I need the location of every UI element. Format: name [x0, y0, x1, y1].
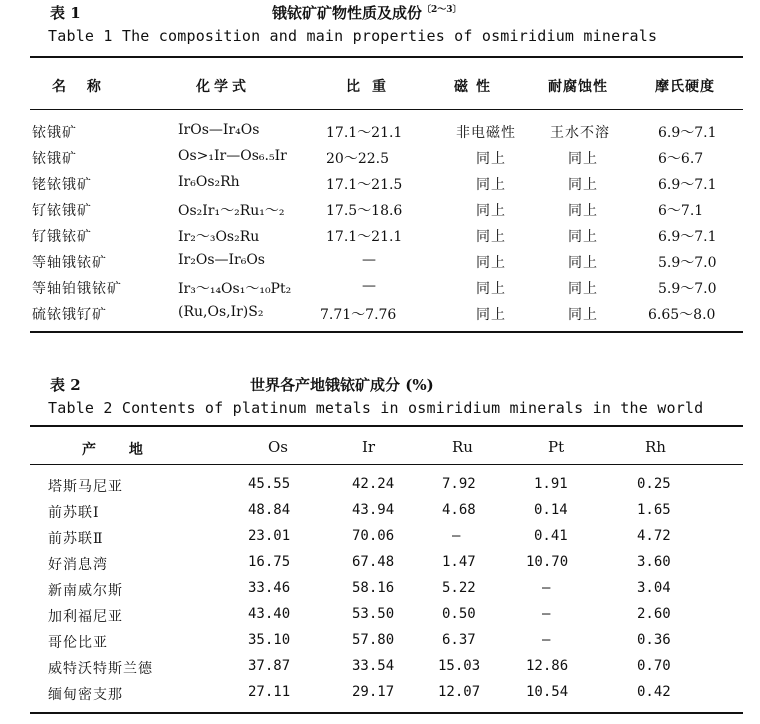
- table-cell: 7.92: [442, 476, 476, 492]
- table-cell: —: [362, 252, 376, 268]
- table-cell: 12.07: [438, 684, 481, 700]
- table2-header-os: Os: [268, 438, 288, 456]
- table-cell: 6～7.1: [658, 203, 704, 219]
- table-cell: 铑铱锇矿: [32, 177, 92, 193]
- table-cell: 同上: [476, 203, 506, 219]
- table-cell: 1.91: [534, 476, 568, 492]
- table-cell: 好消息湾: [48, 557, 108, 573]
- table-cell: 等轴锇铱矿: [32, 255, 107, 271]
- table-cell: 1.65: [637, 502, 671, 518]
- table-cell: 70.06: [352, 528, 395, 544]
- table-cell: 0.41: [534, 528, 568, 544]
- table-cell: 6.9～7.1: [658, 229, 717, 245]
- table-cell: 42.24: [352, 476, 395, 492]
- table1-title-ref: 〔2～3〕: [422, 5, 462, 15]
- table-cell: 同上: [568, 177, 598, 193]
- table-cell: 0.25: [637, 476, 671, 492]
- table1-header-magnetism: 磁性: [454, 79, 498, 95]
- table-cell: 33.54: [352, 658, 395, 674]
- table-cell: 43.94: [352, 502, 395, 518]
- table-cell: 4.68: [442, 502, 476, 518]
- table-cell: 57.80: [352, 632, 395, 648]
- table-cell: —: [542, 606, 551, 622]
- table-cell: 等轴铂锇铱矿: [32, 281, 122, 297]
- table-cell: 非电磁性: [456, 125, 516, 141]
- table-cell: 17.5～18.6: [326, 203, 403, 219]
- table-cell: 加利福尼亚: [48, 609, 123, 625]
- table-cell: Os₂Ir₁～₂Ru₁～₂: [178, 203, 285, 219]
- table-cell: 6.9～7.1: [658, 125, 717, 141]
- table-cell: 缅甸密支那: [48, 687, 123, 703]
- table-cell: 0.42: [637, 684, 671, 700]
- table-cell: 同上: [568, 151, 598, 167]
- table-cell: 43.40: [248, 606, 291, 622]
- table-cell: (Ru,Os,Ir)S₂: [178, 304, 264, 320]
- table1-bottom-rule: [30, 331, 743, 333]
- table-cell: 威特沃特斯兰德: [48, 661, 153, 677]
- table1-label: 表 1: [50, 4, 81, 22]
- table-cell: 29.17: [352, 684, 395, 700]
- table-cell: 同上: [568, 255, 598, 271]
- table-cell: 硫铱锇钌矿: [32, 307, 107, 323]
- table1-title-text: 锇铱矿矿物性质及成份: [272, 4, 423, 22]
- table-cell: 48.84: [248, 502, 291, 518]
- table-cell: 同上: [476, 255, 506, 271]
- table-cell: Ir₆Os₂Rh: [178, 174, 240, 190]
- table-cell: 10.54: [526, 684, 569, 700]
- table-cell: 同上: [568, 203, 598, 219]
- table1-title-en: Table 1 The composition and main properties of osmiridium minerals: [48, 27, 658, 45]
- table-cell: 同上: [476, 307, 506, 323]
- table1-title-cn: [272, 2, 462, 23]
- table2-title-en: Table 2 Contents of platinum metals in osmiridium minerals in the world: [48, 399, 704, 417]
- table2-header-ru: Ru: [452, 438, 473, 456]
- table-cell: 铱锇矿: [32, 125, 77, 141]
- table-cell: —: [542, 632, 551, 648]
- table-cell: Ir₃～₁₄Os₁～₁₀Pt₂: [178, 281, 292, 297]
- table-cell: 53.50: [352, 606, 395, 622]
- table-cell: 0.36: [637, 632, 671, 648]
- table-cell: 王水不溶: [550, 125, 610, 141]
- table-cell: —: [452, 528, 461, 544]
- table2-header-rule: [30, 464, 743, 465]
- table-cell: 同上: [476, 281, 506, 297]
- table1-top-rule: [30, 56, 743, 58]
- table-cell: 6.37: [442, 632, 476, 648]
- table-cell: 5.22: [442, 580, 476, 596]
- table-cell: 3.04: [637, 580, 671, 596]
- table1-header-hardness: 摩氏硬度: [655, 79, 715, 95]
- table2-label: 表 2: [50, 376, 81, 394]
- table-cell: 哥伦比亚: [48, 635, 108, 651]
- table-cell: 67.48: [352, 554, 395, 570]
- table-cell: 37.87: [248, 658, 291, 674]
- table-cell: 同上: [568, 281, 598, 297]
- table-cell: IrOs—Ir₄Os: [178, 122, 260, 138]
- table2-header-ir: Ir: [362, 438, 376, 456]
- table-cell: 铱锇矿: [32, 151, 77, 167]
- table-cell: 23.01: [248, 528, 291, 544]
- table-cell: 6.9～7.1: [658, 177, 717, 193]
- table-cell: 同上: [568, 229, 598, 245]
- table2-header-pt: Pt: [548, 438, 565, 456]
- table-cell: 钌锇铱矿: [32, 229, 92, 245]
- table-cell: 6.65～8.0: [648, 307, 716, 323]
- table-cell: 0.50: [442, 606, 476, 622]
- table-cell: —: [362, 278, 376, 294]
- table1-header-rule: [30, 109, 743, 110]
- table-cell: 1.47: [442, 554, 476, 570]
- table-cell: 同上: [476, 151, 506, 167]
- table1-header-formula: 化学式: [196, 79, 250, 95]
- table-cell: 3.60: [637, 554, 671, 570]
- table2-title-cn: 世界各产地锇铱矿成分 (%): [250, 376, 434, 394]
- table1-header-corrosion: 耐腐蚀性: [548, 79, 608, 95]
- table-cell: 35.10: [248, 632, 291, 648]
- table-cell: 20～22.5: [326, 151, 389, 167]
- table-cell: 同上: [476, 229, 506, 245]
- table-cell: 2.60: [637, 606, 671, 622]
- table-cell: 17.1～21.5: [326, 177, 403, 193]
- table-cell: 同上: [568, 307, 598, 323]
- table-cell: 58.16: [352, 580, 395, 596]
- table-cell: —: [542, 580, 551, 596]
- table-cell: 前苏联Ⅰ: [48, 505, 100, 521]
- table-cell: 10.70: [526, 554, 569, 570]
- table-cell: 7.71～7.76: [320, 307, 397, 323]
- table-cell: 17.1～21.1: [326, 229, 403, 245]
- table-cell: 同上: [476, 177, 506, 193]
- table-cell: 新南威尔斯: [48, 583, 123, 599]
- table-cell: 0.70: [637, 658, 671, 674]
- table-cell: 5.9～7.0: [658, 255, 717, 271]
- table-cell: 4.72: [637, 528, 671, 544]
- table-cell: 33.46: [248, 580, 291, 596]
- table-cell: 钌铱锇矿: [32, 203, 92, 219]
- table-cell: 27.11: [248, 684, 291, 700]
- table2-bottom-rule: [30, 712, 743, 714]
- table-cell: Ir₂～₃Os₂Ru: [178, 229, 260, 245]
- table-cell: 17.1～21.1: [326, 125, 403, 141]
- table1-header-density: 比重: [346, 79, 398, 95]
- table-cell: 0.14: [534, 502, 568, 518]
- table2-header-rh: Rh: [645, 438, 666, 456]
- table2-top-rule: [30, 425, 743, 427]
- table-cell: 前苏联Ⅱ: [48, 531, 104, 547]
- table-cell: Ir₂Os—Ir₆Os: [178, 252, 265, 268]
- table-cell: Os>₁Ir—Os₆.₅Ir: [178, 148, 287, 164]
- table-cell: 16.75: [248, 554, 291, 570]
- table-cell: 6～6.7: [658, 151, 704, 167]
- table2-header-origin: 产 地: [82, 442, 157, 458]
- table-cell: 45.55: [248, 476, 291, 492]
- table-cell: 塔斯马尼亚: [48, 479, 123, 495]
- table-cell: 15.03: [438, 658, 481, 674]
- table1-header-name: 名 称: [52, 79, 109, 95]
- table-cell: 5.9～7.0: [658, 281, 717, 297]
- table-cell: 12.86: [526, 658, 569, 674]
